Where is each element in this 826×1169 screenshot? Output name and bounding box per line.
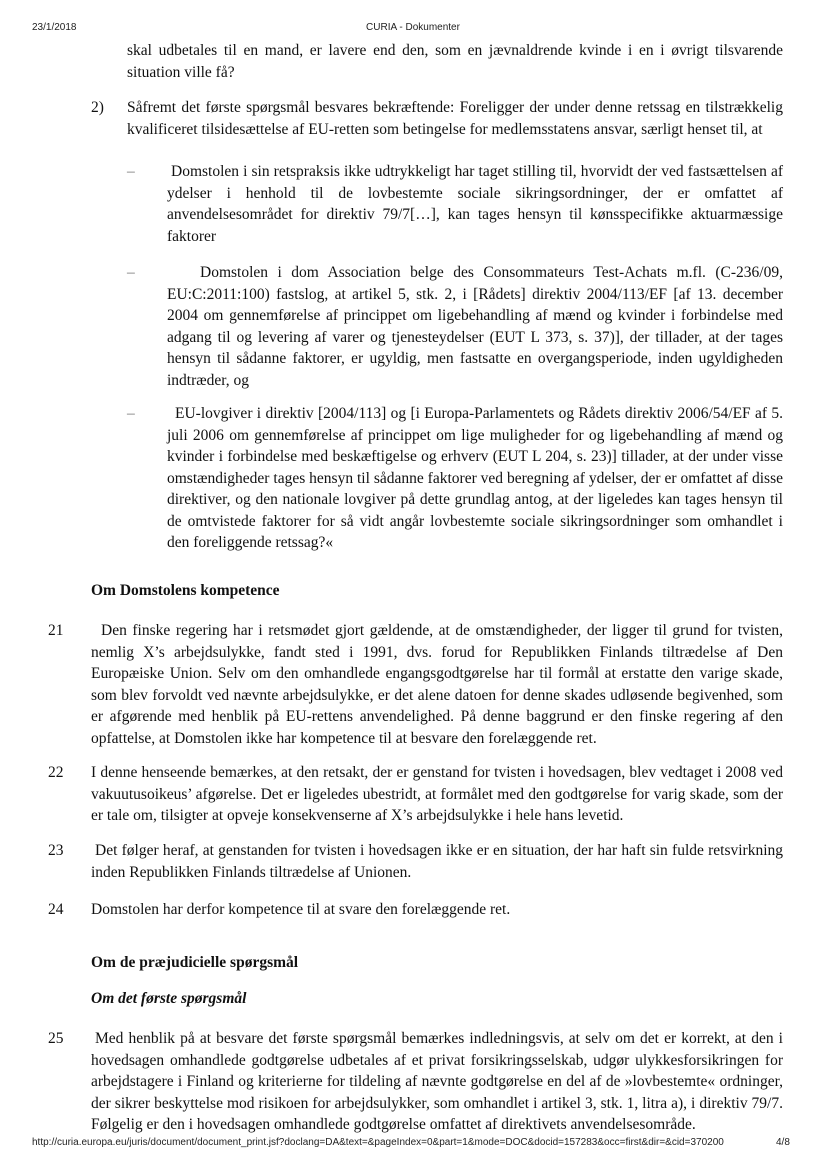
section-heading-competence: Om Domstolens kompetence: [91, 582, 280, 599]
paragraph-text: Domstolen har derfor kompetence til at svare den forelæggende ret.: [91, 901, 511, 918]
question-number: 2): [91, 99, 104, 116]
page-number: 4/8: [776, 1137, 790, 1148]
dash-marker: –: [127, 405, 135, 422]
paragraph-text: I denne henseende bemærkes, at den retsakt, der er genstand for tvisten i hovedsagen, blev vedtaget i 2008 ved vakuutusoikeus’ afgørelse. Det er ligeledes ubestridt, at formålet med den godtgørelse for varig skade, som der er tale om, tilsigter at opveje konsekvenserne af X’s arbejdsulykke i hele hans levetid.: [91, 764, 783, 824]
paragraph-number: 22: [48, 764, 64, 781]
question-text: Såfremt det første spørgsmål besvares bekræftende: Foreligger der under denne retssag en tilstrækkelig kvalificeret tilsidesættelse af EU-retten som betingelse for medlemsstatens ansvar, særligt henset til, at: [127, 99, 783, 138]
subsection-heading-first-question: Om det første spørgsmål: [91, 990, 247, 1007]
dash-item-text: EU-lovgiver i direktiv [2004/113] og [i Europa-Parlamentets og Rådets direktiv 2006/54/EF af 5. juli 2006 om gennemførelse af princippet om lige muligheder for og ligebehandling af mænd og kvinder i forbindelse med beskæftigelse og erhverv (EUT L 204, s. 23)] tillader, at der under visse omstændigheder tages hensyn til sådanne faktorer ved beregning af ydelser, der er omfattet af disse direktiver, og den nationale lovgiver på dette grundlag antog, at der ligeledes kan tages hensyn til de omtvistede faktorer for så vidt angår lovbestemte sociale sikringsordninger som omhandlet i den foreliggende retssag?«: [167, 405, 783, 551]
paragraph-text: Med henblik på at besvare det første spørgsmål bemærkes indledningsvis, at selv om det er korrekt, at den i hovedsagen omhandlede godtgørelse udbetales af et privat forsikringsselskab, udgør ulykkesforsikringen for arbejdstagere i Finland og kriterierne for tildeling af nævnte godtgørelse en del af de »lovbestemte« ordninger, der sikrer beskyttelse mod risikoen for arbejdsulykker, som omhandlet i artikel 3, stk. 1, litra a), i direktiv 79/7. Følgelig er den i hovedsagen omhandlede godtgørelse omfattet af direktivets anvendelsesområde.: [91, 1030, 783, 1133]
dash-marker: –: [127, 264, 135, 281]
paragraph-number: 25: [48, 1030, 64, 1047]
dash-item-text: Domstolen i sin retspraksis ikke udtrykkeligt har taget stilling til, hvorvidt der ved fastsættelsen af ydelser i henhold til de lovbestemte sociale sikringsordninger, der er omfattet af anvendelsesområdet for direktiv 79/7[…], kan tages hensyn til kønsspecifikke aktuarmæssige faktorer: [167, 163, 783, 245]
page-header-title: CURIA - Dokumenter: [366, 22, 460, 33]
dash-item-text: Domstolen i dom Association belge des Consommateurs Test-Achats m.fl. (C-236/09, EU:C:2011:100) fastslog, at artikel 5, stk. 2, i [Rådets] direktiv 2004/113/EF [af 13. december 2004 om gennemførelse af princippet om ligebehandling af mænd og kvinder i forbindelse med adgang til og levering af varer og tjenesteydelser (EUT L 373, s. 37)], der tillader, at der tages hensyn til sådanne faktorer, er ugyldig, men fastsatte en overgangsperiode, inden ugyldigheden indtræder, og: [167, 264, 783, 389]
continuation-text: skal udbetales til en mand, er lavere end den, som en jævnaldrende kvinde i en i øvrigt tilsvarende situation ville få?: [127, 42, 783, 81]
dash-marker: –: [127, 163, 135, 180]
paragraph-text: Det følger heraf, at genstanden for tvisten i hovedsagen ikke er en situation, der har haft sin fulde retsvirkning inden Republikken Finlands tiltrædelse af Unionen.: [91, 842, 783, 881]
paragraph-text: Den finske regering har i retsmødet gjort gældende, at de omstændigheder, der ligger til grund for tvisten, nemlig X’s arbejdsulykke, fandt sted i 1991, dvs. forud for Republikken Finlands tiltrædelse af Den Europæiske Union. Selv om den omhandlede engangsgodtgørelse har til formål at erstatte den varige skade, som blev forvoldt ved nævnte arbejdsulykke, er det alene datoen for denne skades udløsende begivenhed, som er afgørende med henblik på EU-rettens anvendelighed. På denne baggrund er den finske regering af den opfattelse, at Domstolen ikke har kompetence til at besvare den forelæggende ret.: [91, 622, 783, 747]
section-heading-questions: Om de præjudicielle spørgsmål: [91, 954, 299, 971]
paragraph-number: 21: [48, 622, 64, 639]
source-url: http://curia.europa.eu/juris/document/document_print.jsf?doclang=DA&text=&pageIndex=0&part=1&mode=DOC&docid=157283&occ=first&dir=&cid=370200: [32, 1137, 724, 1148]
print-date: 23/1/2018: [32, 22, 77, 33]
paragraph-number: 24: [48, 901, 64, 918]
paragraph-number: 23: [48, 842, 64, 859]
